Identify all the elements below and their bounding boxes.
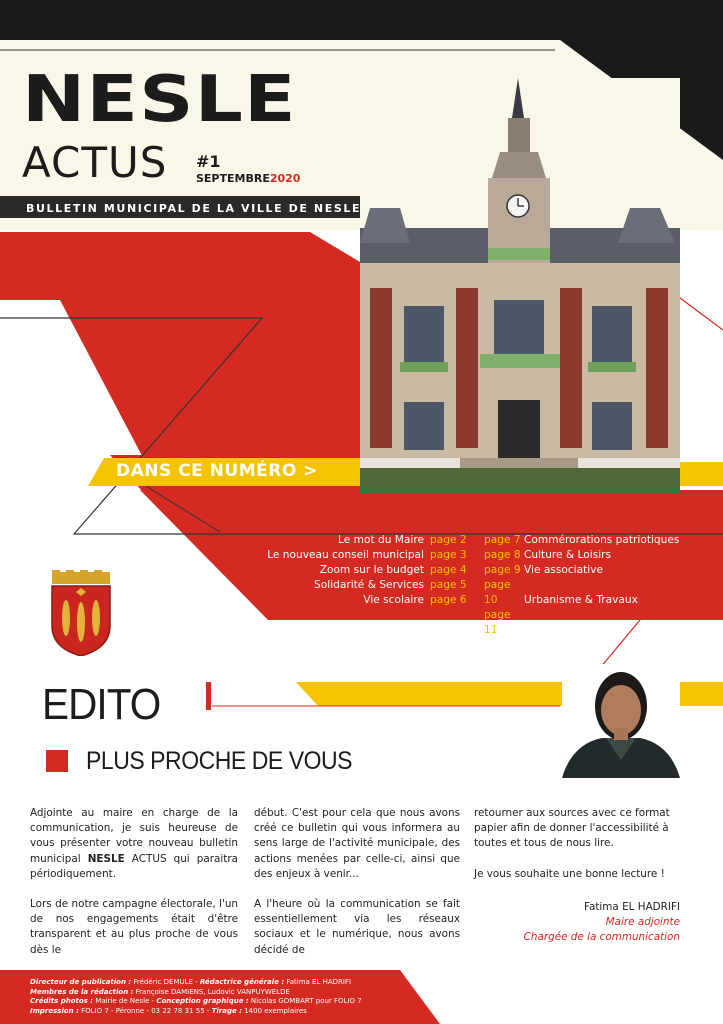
- toc-item-page: page 3: [430, 549, 467, 561]
- toc-item[interactable]: [230, 578, 472, 593]
- toc-item-page: page 8: [484, 549, 521, 561]
- credits-block: [30, 978, 362, 1016]
- credits-line: Membres de la rédaction : Françoise DAMIENS, Ludovic VANPUYWELDE: [30, 987, 290, 996]
- town-hall-photo: [360, 78, 680, 493]
- toc-item[interactable]: [484, 533, 714, 548]
- edito-paragraph: Adjointe au maire en charge de la communication, je suis heureuse de vous présenter votre nouveau bulletin municipal NESLE ACTUS qui paraitra périodiquement.: [30, 807, 238, 880]
- edito-subheading: PLUS PROCHE DE VOUS: [86, 747, 353, 775]
- credits-line: Crédits photos : Mairie de Nesle - Conception graphique : Nicolas GOMBART pour FOLIO 7: [30, 997, 362, 1006]
- toc-item-page: page 4: [430, 564, 467, 576]
- author-portrait: [562, 664, 680, 778]
- toc-item-title: Commérorations patriotiques: [524, 534, 680, 546]
- toc-item-title: Vie associative: [524, 564, 603, 576]
- toc-item-title: Sécurité: [524, 624, 568, 636]
- tagline: BULLETIN MUNICIPAL DE LA VILLE DE NESLE: [26, 202, 362, 215]
- signature-block: [470, 900, 680, 945]
- toc-item-title: Vie scolaire: [363, 594, 424, 606]
- proche-square: [46, 750, 68, 772]
- signature-role: Maire adjointe: [605, 916, 680, 928]
- toc-item-page: page 6: [430, 594, 467, 606]
- edito-column-1: [30, 806, 238, 973]
- toc-item-title: Culture & Loisirs: [524, 549, 612, 561]
- edito-paragraph: retourner aux sources avec ce format papier afin de donner l'accessibilité à toutes et tous de nous lire.: [474, 807, 670, 850]
- edito-paragraph: A l'heure où la communication se fait essentiellement via les réseaux sociaux et le numérique, nous avons décidé de: [254, 898, 460, 956]
- toc-item-title: Solidarité & Services: [314, 579, 424, 591]
- toc-item-page: page 7: [484, 534, 521, 546]
- toc-item[interactable]: [484, 563, 714, 578]
- masthead-subtitle: ACTUS: [22, 138, 168, 187]
- edito-paragraph: Lors de notre campagne électorale, l'un de nos engagements était d'être transparent et au plus proche de vous dès le: [30, 898, 238, 956]
- town-crest-icon: [46, 570, 116, 656]
- issue-date: [196, 172, 300, 185]
- toc-item-page: page 9: [484, 564, 521, 576]
- toc-item-page: page 2: [430, 534, 467, 546]
- edito-paragraph: début. C'est pour cela que nous avons créé ce bulletin qui vous informera au sens large de l'activité municipale, des actions menées par celle-ci, ainsi que des enjeux à venir...: [254, 807, 460, 880]
- edito-column-2: [254, 806, 460, 973]
- edito-heading: EDITO: [42, 680, 161, 729]
- credits-line: Directeur de publication : Frédéric DEMULE - Rédactrice générale : Fatima EL HADRIFI: [30, 978, 352, 986]
- toc-item-page: page 11: [484, 609, 511, 636]
- toc-item[interactable]: [484, 608, 714, 638]
- signature-name: Fatima EL HADRIFI: [583, 901, 680, 913]
- toc-item[interactable]: [230, 593, 472, 608]
- issue-year: 2020: [269, 172, 301, 185]
- toc-item[interactable]: [230, 563, 472, 578]
- toc-item[interactable]: [230, 533, 472, 548]
- toc-item-title: Urbanisme & Travaux: [524, 594, 638, 606]
- credits-line: Impression : FOLIO 7 - Péronne - 03 22 78 31 55 - Tirage : 1400 exemplaires: [30, 1006, 307, 1015]
- red-shape-top: [0, 232, 360, 300]
- toc-item-page: page 10: [484, 579, 511, 606]
- toc-item[interactable]: [230, 548, 472, 563]
- edito-paragraph: Je vous souhaite une bonne lecture !: [474, 867, 665, 880]
- toc-item-title: Zoom sur le budget: [319, 564, 424, 576]
- edito-column-3: [474, 806, 686, 897]
- toc-item[interactable]: [484, 548, 714, 563]
- issue-number: #1: [196, 152, 221, 171]
- toc-item-title: Le mot du Maire: [338, 534, 424, 546]
- toc-item[interactable]: [484, 578, 714, 608]
- toc-item-title: Le nouveau conseil municipal: [267, 549, 424, 561]
- toc-heading: DANS CE NUMÉRO >: [116, 461, 318, 481]
- signature-role: Chargée de la communication: [523, 931, 680, 943]
- toc-right-list: [484, 533, 714, 638]
- toc-item-page: page 5: [430, 579, 467, 591]
- toc-left-list: [230, 533, 472, 608]
- issue-month: SEPTEMBRE: [196, 172, 270, 185]
- masthead-title: NESLE: [22, 63, 297, 137]
